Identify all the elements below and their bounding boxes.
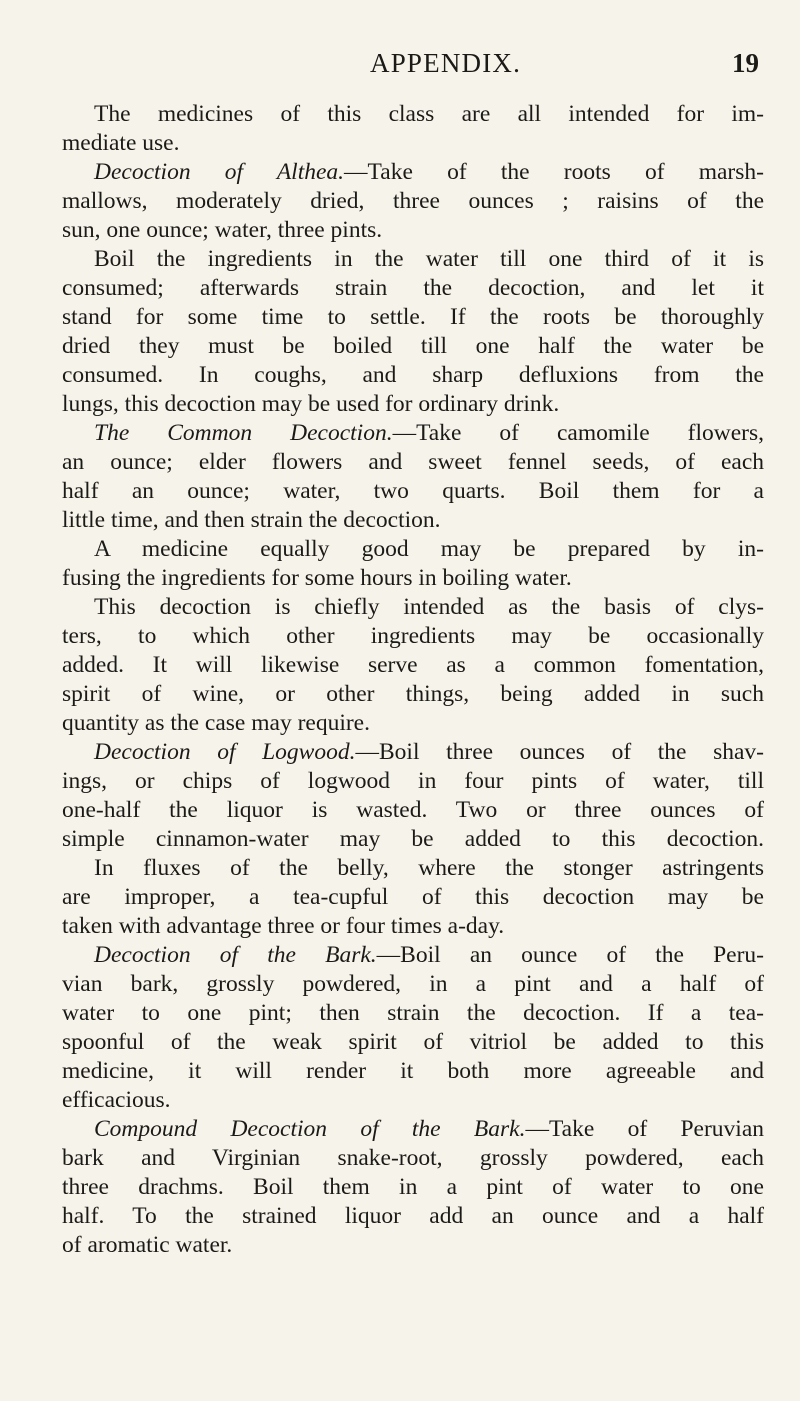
text-line bbox=[62, 941, 764, 970]
text-line bbox=[62, 1028, 764, 1057]
line-text: —Take of camomile flowers, bbox=[392, 420, 764, 446]
text-line bbox=[62, 651, 764, 680]
line-text: consumed. In coughs, and sharp defluxions from the bbox=[62, 362, 764, 388]
line-text: mallows, moderately dried, three ounces ; raisins of the bbox=[62, 188, 764, 214]
line-text: spirit of wine, or other things, being added in such bbox=[62, 681, 764, 707]
text-line bbox=[62, 158, 764, 187]
line-text: lungs, this decoction may be used for ordinary drink. bbox=[62, 391, 560, 417]
line-text: efficacious. bbox=[62, 1087, 171, 1113]
text-line bbox=[62, 912, 764, 941]
text-line bbox=[62, 999, 764, 1028]
line-text: In fluxes of the belly, where the stonger astringents bbox=[94, 855, 764, 881]
line-text: fusing the ingredients for some hours in boiling water. bbox=[62, 565, 572, 591]
text-line bbox=[62, 187, 764, 216]
text-line bbox=[62, 477, 764, 506]
text-line bbox=[62, 419, 764, 448]
section-heading: The Common Decoction. bbox=[94, 420, 393, 446]
text-line bbox=[62, 1173, 764, 1202]
line-text: added. It will likewise serve as a common fomentation, bbox=[62, 652, 764, 678]
text-line bbox=[62, 535, 764, 564]
text-line bbox=[62, 970, 764, 999]
line-text: taken with advantage three or four times a-day. bbox=[62, 913, 505, 939]
text-line bbox=[62, 274, 764, 303]
text-line bbox=[62, 1086, 764, 1115]
text-line bbox=[62, 303, 764, 332]
line-text: one-half the liquor is wasted. Two or three ounces of bbox=[62, 797, 764, 823]
line-text: of aromatic water. bbox=[62, 1232, 233, 1258]
text-line bbox=[62, 564, 764, 593]
section-heading: Compound Decoction of the Bark. bbox=[94, 1116, 526, 1142]
line-text: dried they must be boiled till one half the water be bbox=[62, 333, 764, 359]
line-text: little time, and then strain the decoction. bbox=[62, 507, 441, 533]
text-line bbox=[62, 883, 764, 912]
text-line bbox=[62, 593, 764, 622]
line-text: bark and Virginian snake-root, grossly powdered, each bbox=[62, 1145, 764, 1171]
text-line bbox=[62, 680, 764, 709]
line-text: medicine, it will render it both more agreeable and bbox=[62, 1058, 764, 1084]
section-heading: Decoction of Althea. bbox=[94, 159, 345, 185]
text-line bbox=[62, 506, 764, 535]
running-title: APPENDIX. bbox=[370, 48, 522, 78]
line-text: mediate use. bbox=[62, 130, 180, 156]
line-text: half an ounce; water, two quarts. Boil them for a bbox=[62, 478, 764, 504]
line-text: water to one pint; then strain the decoction. If a tea- bbox=[62, 1000, 764, 1026]
running-head bbox=[0, 48, 800, 80]
text-line bbox=[62, 622, 764, 651]
text-line bbox=[62, 825, 764, 854]
line-text: —Boil three ounces of the shav- bbox=[355, 739, 765, 765]
text-line bbox=[62, 738, 764, 767]
line-text: This decoction is chiefly intended as the basis of clys- bbox=[94, 594, 764, 620]
text-line bbox=[62, 1231, 764, 1260]
section-heading: Decoction of the Bark. bbox=[94, 942, 377, 968]
page-number: 19 bbox=[732, 48, 759, 78]
text-line bbox=[62, 1144, 764, 1173]
line-text: an ounce; elder flowers and sweet fennel seeds, of each bbox=[62, 449, 764, 475]
line-text: —Take of the roots of marsh- bbox=[344, 159, 764, 185]
text-line bbox=[62, 1057, 764, 1086]
text-line bbox=[62, 390, 764, 419]
line-text: spoonful of the weak spirit of vitriol be added to this bbox=[62, 1029, 764, 1055]
section-heading: Decoction of Logwood. bbox=[94, 739, 356, 765]
line-text: are improper, a tea-cupful of this decoction may be bbox=[62, 884, 764, 910]
line-text: half. To the strained liquor add an ounce and a half bbox=[62, 1203, 764, 1229]
text-line bbox=[62, 216, 764, 245]
line-text: stand for some time to settle. If the roots be thoroughly bbox=[62, 304, 764, 330]
line-text: Boil the ingredients in the water till one third of it is bbox=[94, 246, 764, 272]
text-line bbox=[62, 245, 764, 274]
text-line bbox=[62, 767, 764, 796]
text-line bbox=[62, 332, 764, 361]
text-line bbox=[62, 1202, 764, 1231]
text-line bbox=[62, 448, 764, 477]
line-text: consumed; afterwards strain the decoction, and let it bbox=[62, 275, 764, 301]
line-text: sun, one ounce; water, three pints. bbox=[62, 217, 383, 243]
text-line bbox=[62, 129, 764, 158]
body-text bbox=[62, 100, 764, 1260]
line-text: —Boil an ounce of the Peru- bbox=[376, 942, 764, 968]
line-text: vian bark, grossly powdered, in a pint and a half of bbox=[62, 971, 764, 997]
text-line bbox=[62, 854, 764, 883]
text-line bbox=[62, 709, 764, 738]
line-text: three drachms. Boil them in a pint of water to one bbox=[62, 1174, 764, 1200]
text-line bbox=[62, 796, 764, 825]
line-text: ings, or chips of logwood in four pints of water, till bbox=[62, 768, 764, 794]
line-text: A medicine equally good may be prepared by in- bbox=[94, 536, 764, 562]
text-line bbox=[62, 100, 764, 129]
text-line bbox=[62, 1115, 764, 1144]
line-text: simple cinnamon-water may be added to this decoction. bbox=[62, 826, 764, 852]
line-text: quantity as the case may require. bbox=[62, 710, 370, 736]
text-line bbox=[62, 361, 764, 390]
line-text: The medicines of this class are all intended for im- bbox=[94, 101, 764, 127]
line-text: —Take of Peruvian bbox=[525, 1116, 765, 1142]
line-text: ters, to which other ingredients may be occasionally bbox=[62, 623, 764, 649]
